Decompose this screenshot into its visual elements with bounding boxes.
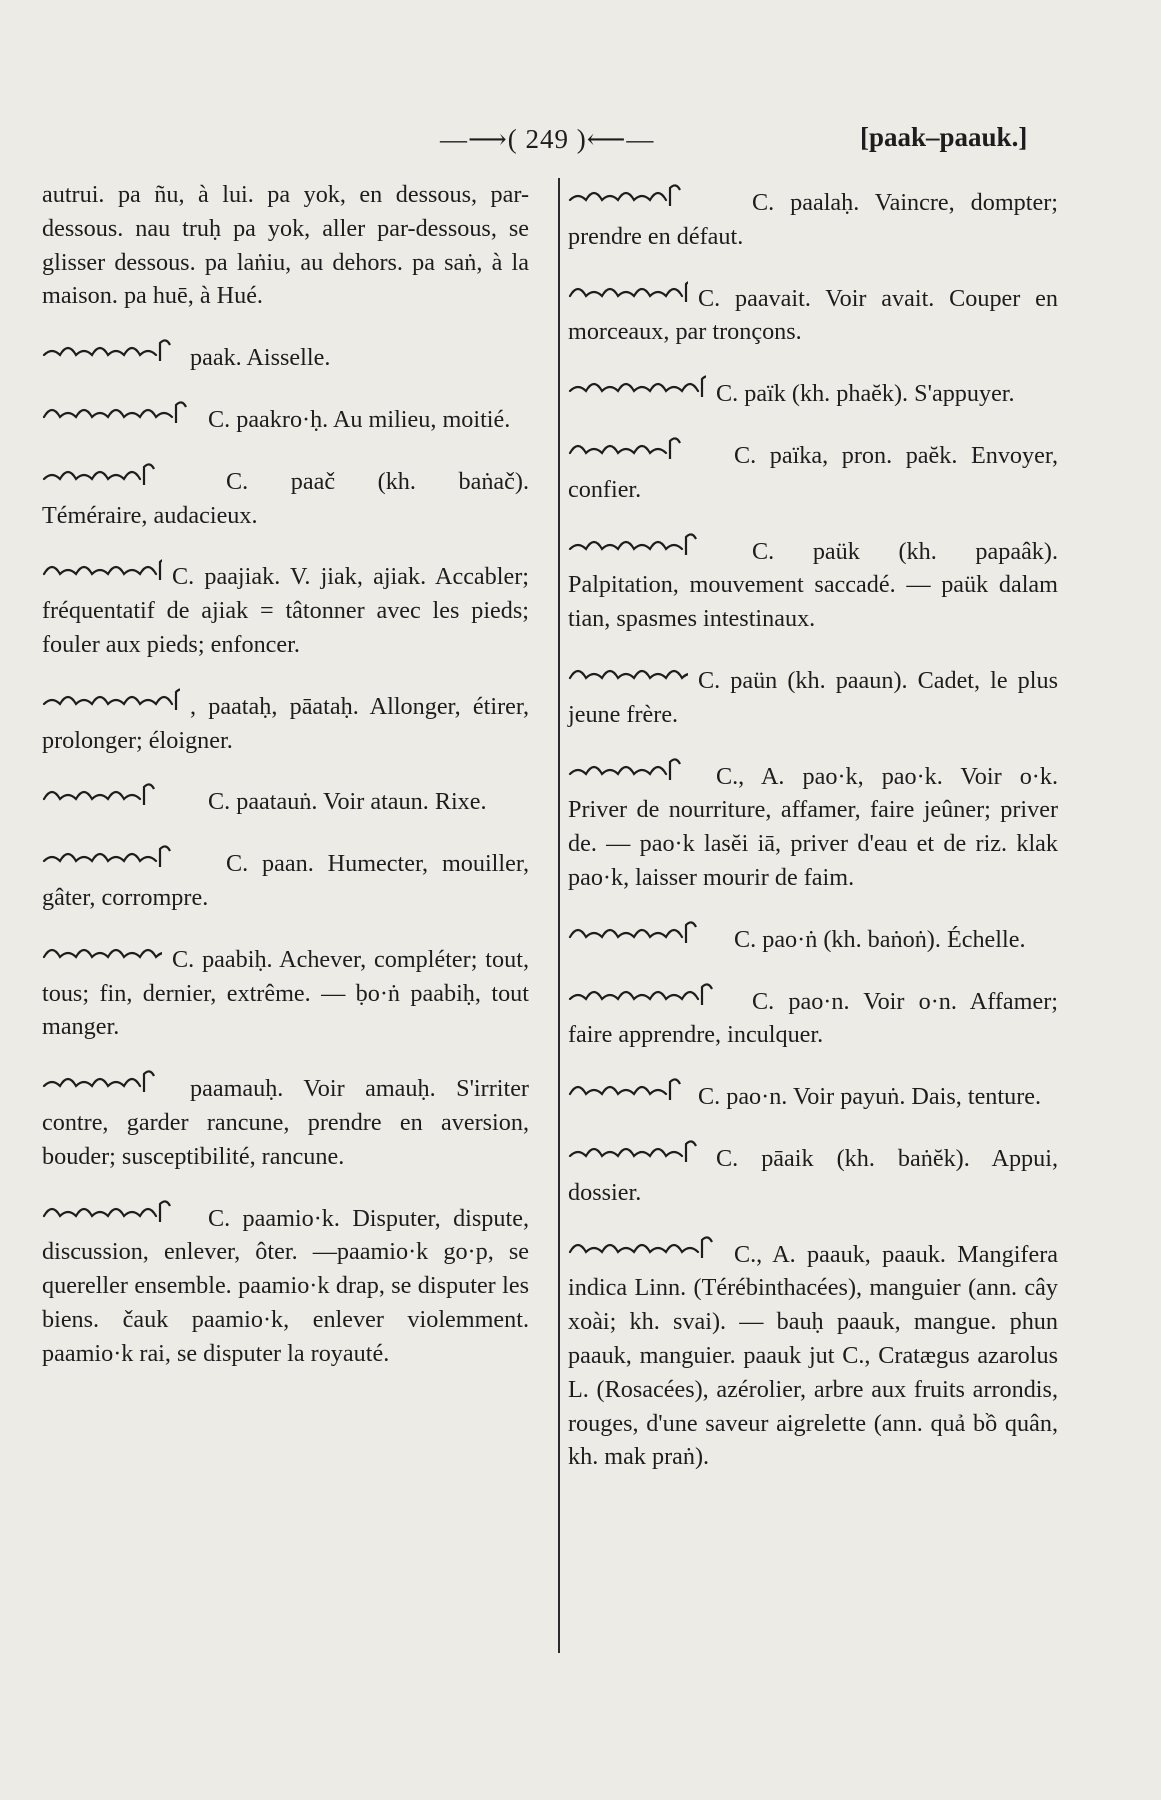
cham-script-headword [568,656,688,688]
cham-script-headword [42,333,180,365]
left-entry [42,935,529,1044]
cham-script-headword [568,527,742,559]
right-entry [568,1072,1058,1114]
cham-script-headword [42,552,162,584]
left-entry [42,457,529,533]
entry-text: C. paün (kh. paaun). Cadet, le plus jeune frère. [568,666,1058,728]
cham-script-headword [42,839,216,871]
left-entry [42,839,529,915]
cham-script-headword [568,1072,688,1104]
column-divider [558,178,560,1653]
running-head: [paak–paauk.] [860,122,1028,152]
cham-script-headword [568,915,724,947]
cham-script-headword [568,178,742,210]
right-entry [568,178,1058,254]
entry-text: , paataḥ, pāataḥ. Allonger, étirer, prolonger; éloigner. [42,692,529,754]
cham-script-headword [568,1134,706,1166]
right-entry [568,527,1058,636]
entry-text: C. paamio·k. Disputer, dispute, discussion, enlever, ôter. —paamio·k go·p, se quereller ensemble. paamio·k drap, se disputer les biens. čauk paamio·k, enlever violemment. paamio·k rai, se disputer la royauté. [42,1204,529,1367]
entry-text: C. paabiḥ. Achever, compléter; tout, tous; fin, dernier, extrême. — ḅo·ṅ paabiḥ, tout manger. [42,945,529,1041]
entry-text: C. pao·n. Voir o·n. Affamer; faire apprendre, inculquer. [568,987,1058,1049]
cham-script-headword [568,369,706,401]
cham-script-headword [568,274,688,306]
right-column [568,178,1058,1474]
entry-text: C. paan. Humecter, mouiller, gâter, corrompre. [42,850,529,911]
right-entry [568,1134,1058,1210]
entry-text: C. païk (kh. phaĕk). S'appuyer. [716,380,1015,408]
entry-text: C. paük (kh. papaâk). Palpitation, mouvement saccadé. — paük dalam tian, spasmes intestinaux. [568,537,1058,633]
left-entry [42,777,529,819]
left-entry [42,395,529,437]
cham-script-headword [42,777,198,809]
left-entry [42,682,529,758]
right-entry [568,274,1058,350]
entry-text: C. paakro·ḥ. Au milieu, moitié. [208,405,511,433]
left-column [42,178,529,1371]
left-entry [42,178,529,313]
right-entry [568,1230,1058,1475]
entry-text: C., A. paauk, paauk. Mangifera indica Linn. (Térébinthacées), manguier (ann. cây xoài; kh. svai). — bauḥ paauk, mangue. phun paauk, manguier. paauk jut C., Cratægus azarolus L. (Rosacées), azérolier, arbre aux fruits arrondis, rouges, d'une saveur aigrelette (ann. quả bồ quân, kh. mak praṅ). [568,1240,1058,1471]
entry-text: C. pāaik (kh. baṅĕk). Appui, dossier. [568,1144,1058,1206]
entry-text: autrui. pa ñu, à lui. pa yok, en dessous, par-dessous. nau truḥ pa yok, aller par-dessous, se glisser dessous. pa laṅiu, au dehors. pa saṅ, à la maison. pa huē, à Hué. [42,181,529,310]
entry-text: paak. Aisselle. [190,344,331,372]
right-entry [568,977,1058,1053]
entry-text: C., A. pao·k, pao·k. Voir o·k. Priver de nourriture, affamer, faire jeûner; priver de. — pao·k lasĕi iā, priver d'eau et de riz. klak pao·k, laisser mourir de faim. [568,762,1058,891]
entry-text: C. paalaḥ. Vaincre, dompter; prendre en défaut. [568,189,1058,250]
entry-text: C. paajiak. V. jiak, ajiak. Accabler; fréquentatif de ajiak = tâtonner avec les pieds; fouler aux pieds; enfoncer. [42,563,529,658]
entry-text: C. paavait. Voir avait. Couper en morceaux, par tronçons. [568,284,1058,346]
cham-script-headword [42,935,162,967]
cham-script-headword [568,752,706,784]
cham-script-headword [42,1064,180,1096]
left-entry [42,1064,529,1173]
cham-script-headword [568,977,742,1009]
right-entry [568,656,1058,732]
entry-text: C. pao·n. Voir payuṅ. Dais, tenture. [698,1083,1042,1111]
left-entry [42,552,529,661]
entry-text: C. paatauṅ. Voir ataun. Rixe. [208,788,487,816]
entry-text: paamauḥ. Voir amauḥ. S'irriter contre, garder rancune, prendre en aversion, bouder; susceptibilité, rancune. [42,1075,529,1170]
right-entry [568,431,1058,507]
left-entry [42,333,529,375]
cham-script-headword [42,682,180,714]
right-entry [568,915,1058,957]
entry-text: C. pao·ṅ (kh. baṅoṅ). Échelle. [734,925,1026,953]
entry-text: C. paač (kh. baṅač). Téméraire, audacieux. [42,467,529,529]
cham-script-headword [42,395,198,427]
cham-script-headword [42,1194,198,1226]
right-entry [568,752,1058,895]
cham-script-headword [568,1230,724,1262]
left-entry [42,1194,529,1371]
page-header [0,122,1161,162]
right-entry [568,369,1058,411]
entry-text: C. païka, pron. paĕk. Envoyer, confier. [568,441,1058,503]
cham-script-headword [42,457,216,489]
page-number: —⟶( 249 )⟵— [440,124,655,154]
cham-script-headword [568,431,724,463]
